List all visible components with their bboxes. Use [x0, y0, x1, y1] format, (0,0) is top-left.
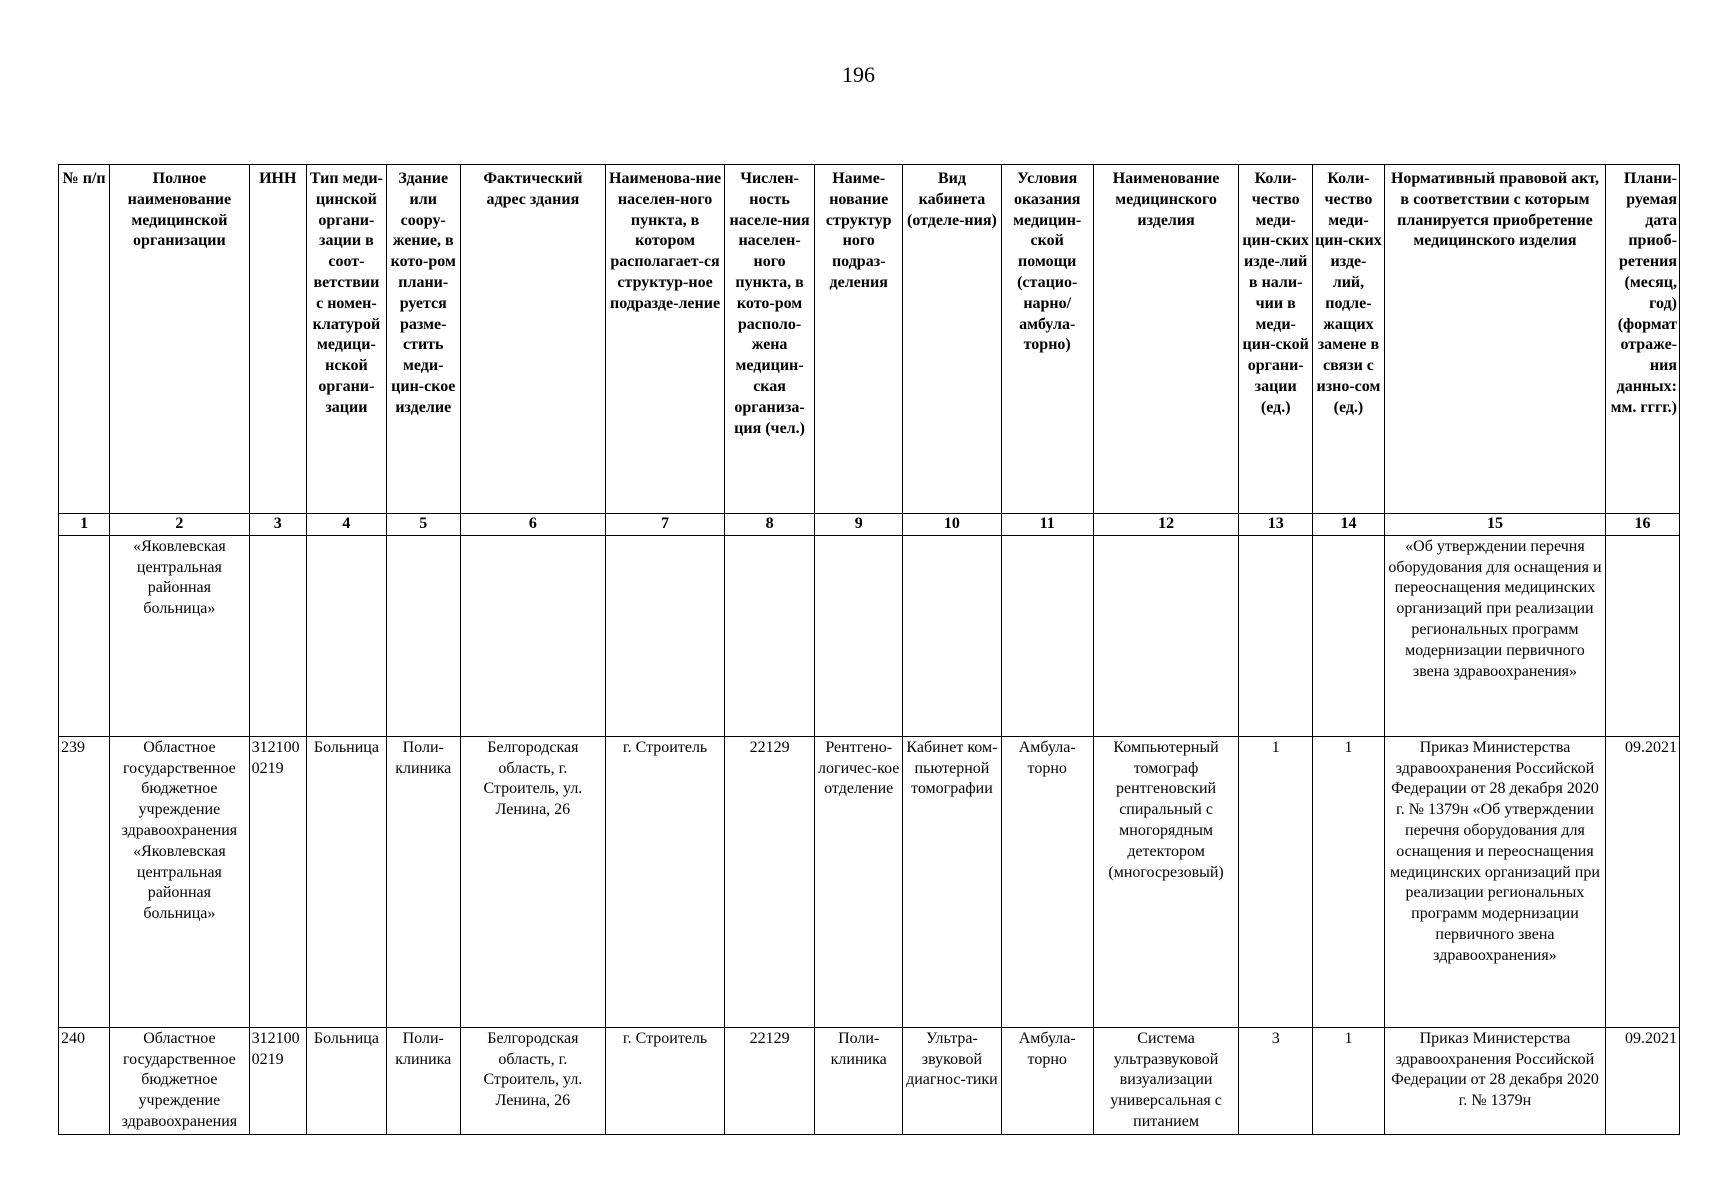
col-header-date: Плани-руемая дата приоб-ретения (месяц, год) (формат отраже-ния данных: мм. гггг.): [1606, 165, 1680, 514]
cell-population: 22129: [724, 736, 814, 1027]
cell-inn: 3121000219: [249, 1027, 306, 1134]
col-number: 8: [724, 514, 814, 536]
col-header-building: Здание или соору-жение, в кото-ром плани-руется разме-стить меди-цин-ское изделие: [386, 165, 460, 514]
cell-device: Система ультразвуковой визуализации универсальная с питанием: [1093, 1027, 1239, 1134]
cell-cabinet: Кабинет ком-пьютерной томографии: [903, 736, 1001, 1027]
col-header-qty-replace: Коли-чество меди-цин-ских изде-лий, подле-жащих замене в связи с изно-сом (ед.): [1313, 165, 1385, 514]
col-number: 11: [1001, 514, 1093, 536]
cell-date: 09.2021: [1606, 1027, 1680, 1134]
cell-qty-available: 1: [1239, 736, 1313, 1027]
col-number: 4: [306, 514, 386, 536]
cell-cabinet: Ультра-звуковой диагнос-тики: [903, 1027, 1001, 1134]
col-header-conditions: Условия оказания медицин-ской помощи (стацио-нарно/ амбула-торно): [1001, 165, 1093, 514]
col-header-device: Наименование медицинского изделия: [1093, 165, 1239, 514]
cell-act: Приказ Министерства здравоохранения Российской Федерации от 28 декабря 2020 г. № 1379н: [1384, 1027, 1605, 1134]
header-row: [59, 165, 1680, 514]
col-number: 15: [1384, 514, 1605, 536]
col-number: 13: [1239, 514, 1313, 536]
col-number: 6: [460, 514, 606, 536]
cell-address: Белгородская область, г. Строитель, ул. Ленина, 26: [460, 1027, 606, 1134]
col-number: 1: [59, 514, 110, 536]
col-header-act: Нормативный правовой акт, в соответствии с которым планируется приобретение медицинского изделия: [1384, 165, 1605, 514]
col-number: 10: [903, 514, 1001, 536]
col-header-cabinet: Вид кабинета (отделе-ния): [903, 165, 1001, 514]
cell-qty-replace: 1: [1313, 1027, 1385, 1134]
cell-building: Поли-клиника: [386, 1027, 460, 1134]
col-header-qty-available: Коли-чество меди-цин-ских изде-лий в нали-чии в меди-цин-ской органи-зации (ед.): [1239, 165, 1313, 514]
col-header-inn: ИНН: [249, 165, 306, 514]
col-header-locality: Наименова-ние населен-ного пункта, в котором располагает-ся структур-ное подразде-ление: [606, 165, 725, 514]
col-header-type: Тип меди-цинской органи-зации в соот-ветствии с номен-клатурой медици-нской органи-зации: [306, 165, 386, 514]
col-number: 9: [815, 514, 903, 536]
cell-org: «Яковлевская центральная районная больница»: [110, 535, 249, 736]
medical-equipment-table: [58, 164, 1680, 1135]
cell-act: Приказ Министерства здравоохранения Российской Федерации от 28 декабря 2020 г. № 1379н «Об утверждении перечня оборудования для оснащения и переоснащения медицинских организаций при реализации региональных программ модернизации первичного звена здравоохранения»: [1384, 736, 1605, 1027]
column-number-row: [59, 514, 1680, 536]
col-number: 16: [1606, 514, 1680, 536]
cell-unit: Рентгено-логичес-кое отделение: [815, 736, 903, 1027]
col-number: 12: [1093, 514, 1239, 536]
cell-num: 240: [59, 1027, 110, 1134]
cell-locality: г. Строитель: [606, 736, 725, 1027]
col-header-address: Фактический адрес здания: [460, 165, 606, 514]
col-number: 5: [386, 514, 460, 536]
col-number: 2: [110, 514, 249, 536]
col-header-population: Числен-ность населе-ния населен-ного пункта, в кото-ром располо-жена медицин-ская организа-ция (чел.): [724, 165, 814, 514]
col-number: 3: [249, 514, 306, 536]
cell-population: 22129: [724, 1027, 814, 1134]
cell-unit: Поли-клиника: [815, 1027, 903, 1134]
col-number: 7: [606, 514, 725, 536]
cell-building: Поли-клиника: [386, 736, 460, 1027]
col-number: 14: [1313, 514, 1385, 536]
cell-locality: г. Строитель: [606, 1027, 725, 1134]
cell-conditions: Амбула-торно: [1001, 736, 1093, 1027]
col-header-num: № п/п: [59, 165, 110, 514]
cell-inn: 3121000219: [249, 736, 306, 1027]
page-number: 196: [842, 62, 875, 87]
col-header-org: Полное наименование медицинской организации: [110, 165, 249, 514]
table-row: [59, 1027, 1680, 1134]
col-header-unit: Наиме-нование структур ного подраз-деления: [815, 165, 903, 514]
cell-qty-available: 3: [1239, 1027, 1313, 1134]
cell-date: 09.2021: [1606, 736, 1680, 1027]
cell-act: «Об утверждении перечня оборудования для оснащения и переоснащения медицинских организаций при реализации региональных программ модернизации первичного звена здравоохранения»: [1384, 535, 1605, 736]
table-row: [59, 736, 1680, 1027]
cell-org: Областное государственное бюджетное учреждение здравоохранения: [110, 1027, 249, 1134]
cell-org: Областное государственное бюджетное учреждение здравоохранения «Яковлевская центральная районная больница»: [110, 736, 249, 1027]
cell-conditions: Амбула-торно: [1001, 1027, 1093, 1134]
cell-type: Больница: [306, 736, 386, 1027]
cell-type: Больница: [306, 1027, 386, 1134]
cell-device: Компьютерный томограф рентгеновский спиральный с многорядным детектором (многосрезовый): [1093, 736, 1239, 1027]
cell-address: Белгородская область, г. Строитель, ул. Ленина, 26: [460, 736, 606, 1027]
table-row-continuation: [59, 535, 1680, 736]
cell-num: 239: [59, 736, 110, 1027]
cell-qty-replace: 1: [1313, 736, 1385, 1027]
